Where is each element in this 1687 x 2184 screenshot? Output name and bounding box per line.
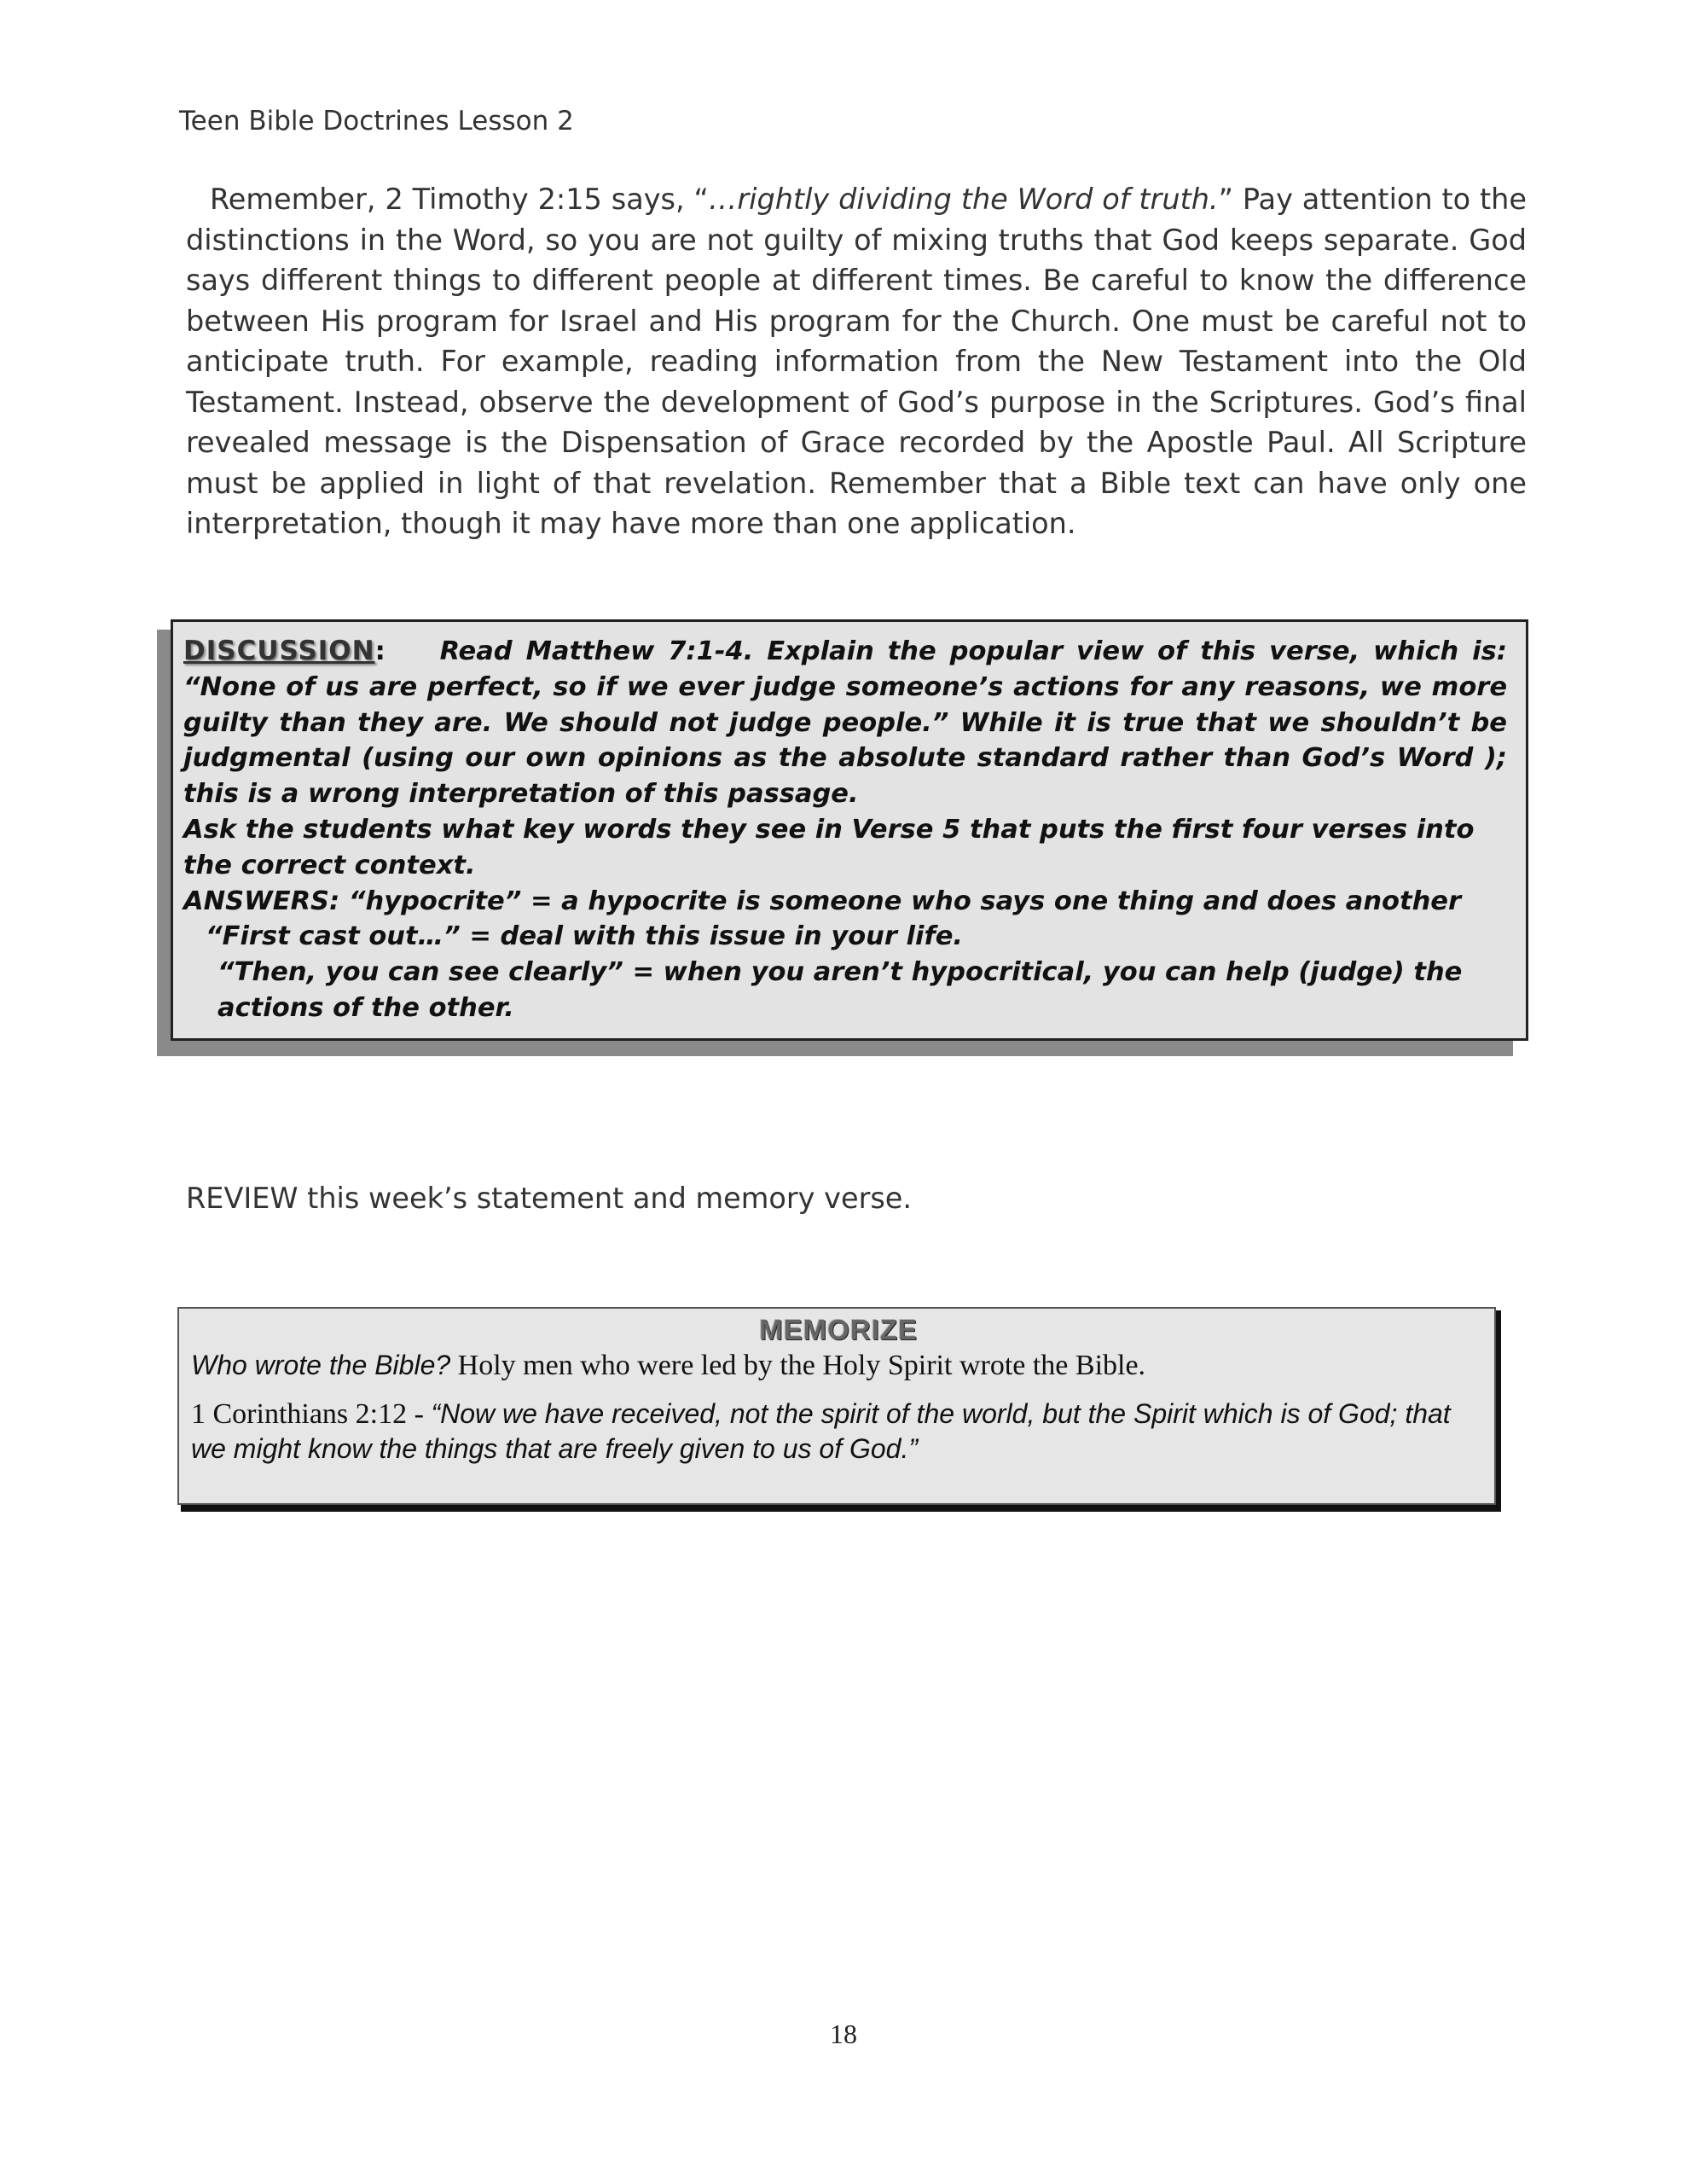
memorize-title: MEMORIZE (759, 1314, 918, 1345)
discussion-ask: Ask the students what key words they see in Verse 5 that puts the first four verses into the correct context. (183, 814, 1475, 880)
discussion-answer-2: “First cast out…” = deal with this issue in your life. (206, 921, 963, 952)
discussion-answer-1: ANSWERS: “hypocrite” = a hypocrite is someone who says one thing and does another (183, 886, 1462, 916)
memorize-answer: Holy men who were led by the Holy Spirit wrote the Bible. (450, 1350, 1146, 1381)
memorize-verse: “Now we have received, not the spirit of the world, but the Spirit which is of God; that we might know the things that are freely given to us of God.” (191, 1398, 1451, 1464)
memorize-statement (191, 1348, 1486, 1383)
memorize-verse-line (191, 1397, 1486, 1467)
page-header: Teen Bible Doctrines Lesson 2 (179, 106, 574, 136)
memorize-reference: 1 Corinthians 2:12 - (191, 1398, 432, 1430)
page-number: 18 (830, 2018, 857, 2049)
intro-paragraph (186, 179, 1527, 544)
discussion-label: DISCUSSION (183, 636, 375, 666)
discussion-box (171, 619, 1528, 1041)
memorize-question: Who wrote the Bible? (191, 1350, 451, 1380)
intro-lead: Remember, 2 Timothy 2:15 says, “ (210, 183, 709, 216)
discussion-answer-3: “Then, you can see clearly” = when you aren’t hypocritical, you can help (judge) the actions of the other. (217, 957, 1463, 1023)
intro-verse: …rightly dividing the Word of truth. (708, 183, 1219, 216)
discussion-intro (183, 634, 1507, 812)
discussion-intro-text: Read Matthew 7:1-4. Explain the popular view of this verse, which is: “None of us are perfect, so if we ever judge someone’s actions for any reasons, we more guilty than they are. We should not judge people.” While it is true that we shouldn’t be judgmental (using our own opinions as the absolute standard rather than God’s Word ); this is a wrong interpretation of this passage. (183, 636, 1507, 810)
memorize-box (177, 1307, 1496, 1505)
intro-rest: ” Pay attention to the distinctions in the Word, so you are not guilty of mixing truths that God keeps separate. God says different things to different people at different times. Be careful to know the difference between His program for Israel and His program for the Church. One must be careful not to anticipate truth. For example, reading information from the New Testament into the Old Testament. Instead, observe the development of God’s purpose in the Scriptures. God’s final revealed message is the Dispensation of Grace recorded by the Apostle Paul. All Scripture must be applied in light of that revelation. Remember that a Bible text can have only one interpretation, though it may have more than one application. (186, 183, 1527, 540)
review-instruction: REVIEW this week’s statement and memory verse. (186, 1182, 913, 1215)
discussion-colon: : (374, 636, 386, 666)
